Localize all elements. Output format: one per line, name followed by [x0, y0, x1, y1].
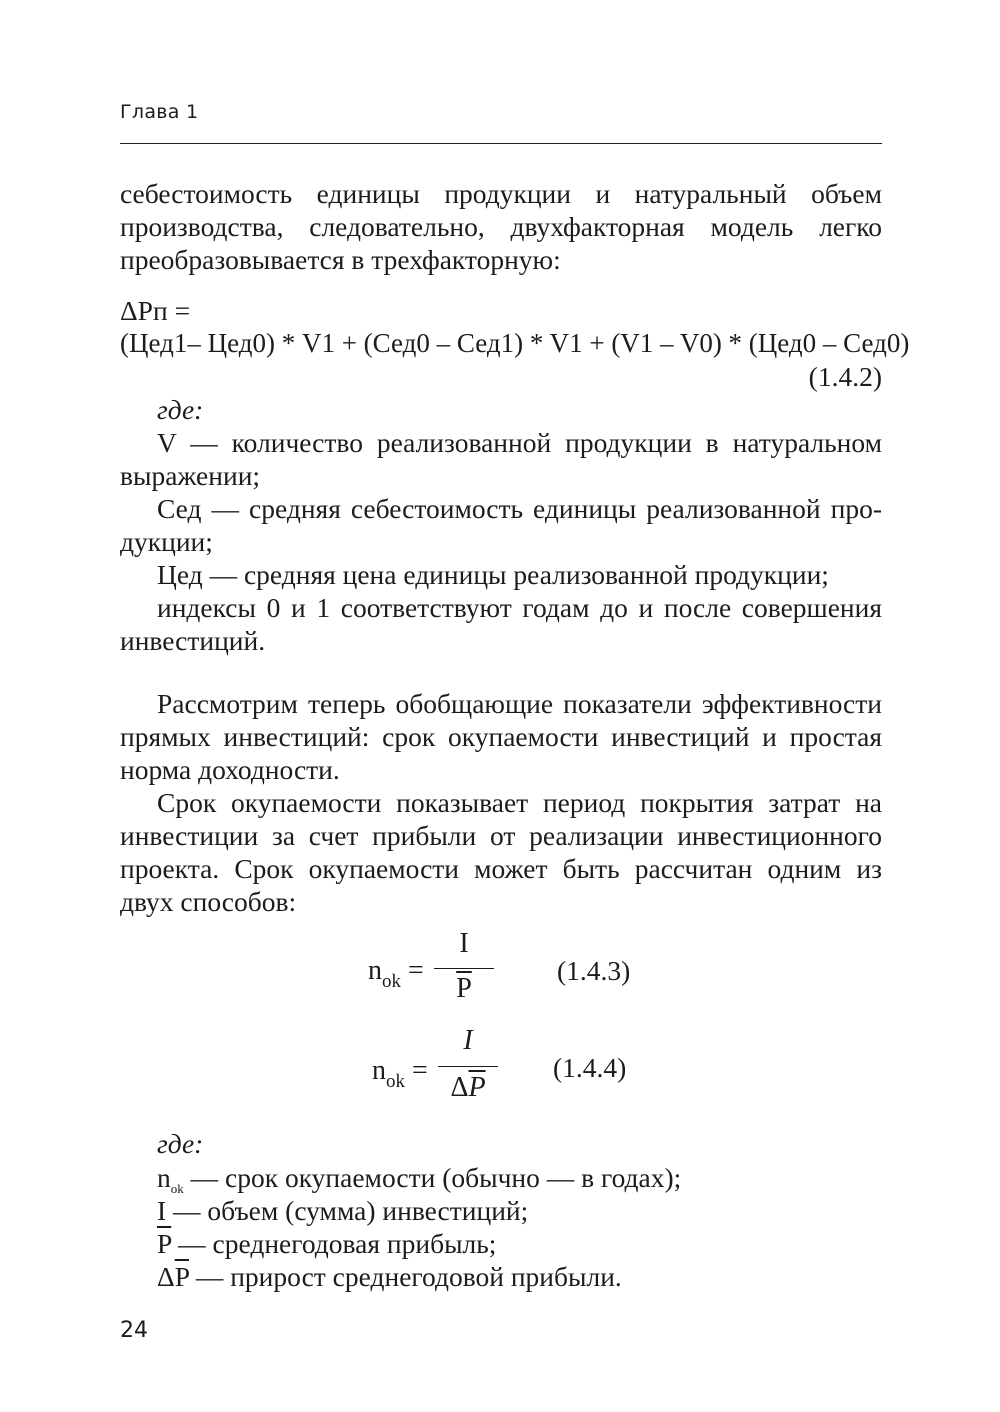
formula-1-4-3-lhs: $n_{ok}$ =	[368, 955, 424, 992]
formula-1-4-4-lhs: $n_{ok}$ =	[372, 1055, 428, 1092]
formula-1-4-2-lhs: ΔРп =	[120, 295, 191, 326]
legend-2-heading: где:	[157, 1128, 204, 1159]
legend-sed-line-1: Сед — средняя себестоимость единицы реализованной про-	[157, 493, 882, 524]
chapter-header: Глава 1	[120, 101, 199, 123]
formula-1-4-2-number: (1.4.2)	[808, 361, 882, 392]
legend-nok: $n_{ok}$ — срок окупаемости (обычно — в годах);	[157, 1162, 682, 1196]
legend-p: $\overline{P}$ — среднегодовая прибыль;	[157, 1228, 497, 1259]
legend-1-heading: где:	[157, 394, 204, 425]
legend-v-line-2: выражении;	[120, 460, 261, 491]
formula-1-4-4-number: (1.4.4)	[553, 1052, 627, 1083]
formula-1-4-4-numerator: I	[463, 1025, 473, 1056]
legend-index-line-1: индексы 0 и 1 соответствуют годам до и после совершения	[157, 592, 882, 623]
legend-ced: Цед — средняя цена единицы реализованной продукции;	[157, 559, 829, 590]
legend-i: I — объем (сумма) инвестиций;	[157, 1195, 529, 1226]
formula-1-4-3-numerator: I	[459, 928, 469, 959]
legend-index-line-2: инвестиций.	[120, 625, 266, 656]
page-number: 24	[120, 1318, 148, 1343]
legend-v-line-1: V — количество реализованной продукции в натуральном	[157, 427, 882, 458]
paragraph-payback-intro: Рассмотрим теперь обобщающие показатели эффективности прямых инвестиций: срок окупаемости инвестиций и простая норма доходности.	[120, 688, 882, 785]
legend-sed-line-2: дукции;	[120, 526, 213, 557]
formula-1-4-4-fraction-bar	[438, 1066, 498, 1067]
formula-1-4-3-denominator: $\overline{P}$	[456, 973, 472, 1004]
legend-delta-p: $\Delta\overline{P}$ — прирост среднегодовой прибыли.	[157, 1261, 622, 1292]
paragraph-payback-definition: Срок окупаемости показывает период покрытия затрат на инвестиции за счет прибыли от реализации инвестиционного проекта. Срок окупаемости может быть рассчитан одним из двух способов:	[120, 787, 882, 917]
formula-1-4-3-number: (1.4.3)	[557, 955, 631, 986]
formula-1-4-4-denominator: $\Delta\overline{P}$	[450, 1072, 486, 1103]
intro-paragraph: себестоимость единицы продукции и натуральный объем производства, следовательно, двухфакторная модель легко преобразовывается в трехфакторную:	[120, 178, 882, 275]
header-divider	[120, 143, 882, 144]
formula-1-4-3-fraction-bar	[434, 968, 494, 969]
formula-1-4-2-expression: (Цед1– Цед0) * V1 + (Сед0 – Сед1) * V1 + (V1 – V0) * (Цед0 – Сед0)	[120, 328, 910, 358]
